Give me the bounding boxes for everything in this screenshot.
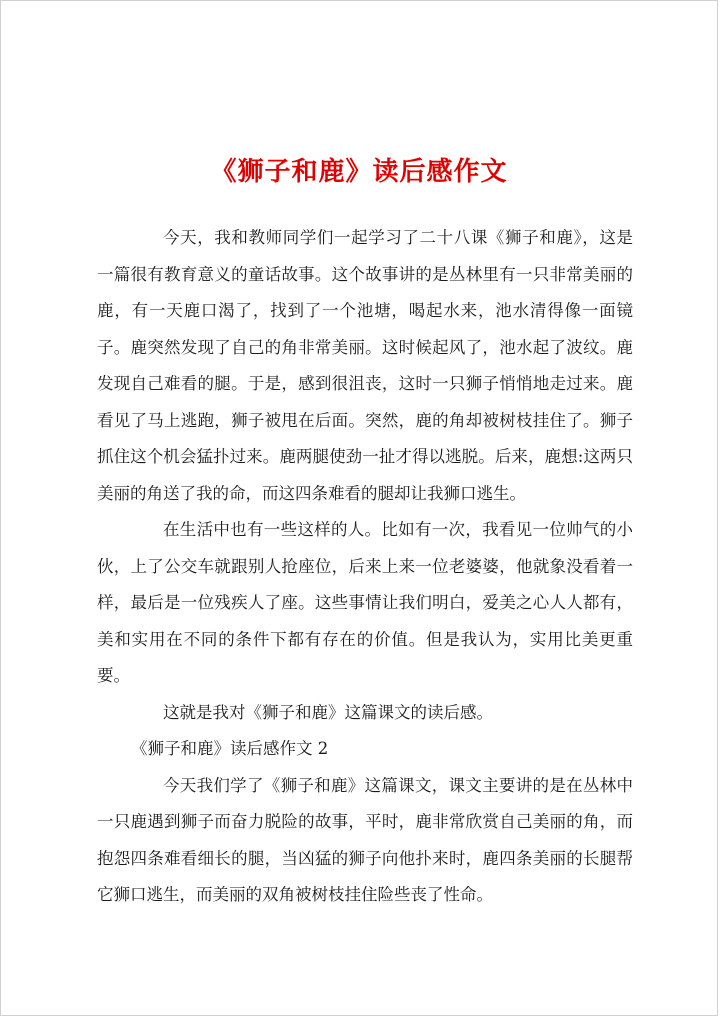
section-heading: 《狮子和鹿》读后感作文 2	[131, 739, 329, 758]
paragraph: 今天我们学了《狮子和鹿》这篇课文，课文主要讲的是在丛林中一只鹿遇到狮子而奋力脱险的故事，平时，鹿非常欣赏自己美丽的角，而抱怨四条难看细长的腿，当凶猛的狮子向他扑来时，鹿四条美丽的长腿帮它狮口逃生，而美丽的双角被树枝挂住险些丧了性命。	[97, 775, 633, 904]
paragraph: 在生活中也有一些这样的人。比如有一次，我看见一位帅气的小伙，上了公交车就跟别人抢座位，后来上来一位老婆婆，他就象没看着一样，最后是一位残疾人了座。这些事情让我们明白，爱美之心人人都有，美和实用在不同的条件下都有存在的价值。但是我认为，实用比美更重要。	[97, 520, 633, 685]
paragraph: 这就是我对《狮子和鹿》这篇课文的读后感。	[163, 702, 493, 722]
document-body	[97, 220, 633, 914]
document-title: 《狮子和鹿》读后感作文	[210, 157, 508, 187]
paragraph: 今天，我和教师同学们一起学习了二十八课《狮子和鹿》，这是一篇很有教育意义的童话故事。这个故事讲的是丛林里有一只非常美丽的鹿，有一天鹿口渴了，找到了一个池塘，喝起水来，池水清得像一面镜子。鹿突然发现了自己的角非常美丽。这时候起风了，池水起了波纹。鹿发现自己难看的腿。于是，感到很沮丧，这时一只狮子悄悄地走过来。鹿看见了马上逃跑，狮子被甩在后面。突然，鹿的角却被树枝挂住了。狮子抓住这个机会猛扑过来。鹿两腿使劲一扯才得以逃脱。后来，鹿想:这两只美丽的角送了我的命，而这四条难看的腿却让我狮口逃生。	[97, 228, 633, 503]
